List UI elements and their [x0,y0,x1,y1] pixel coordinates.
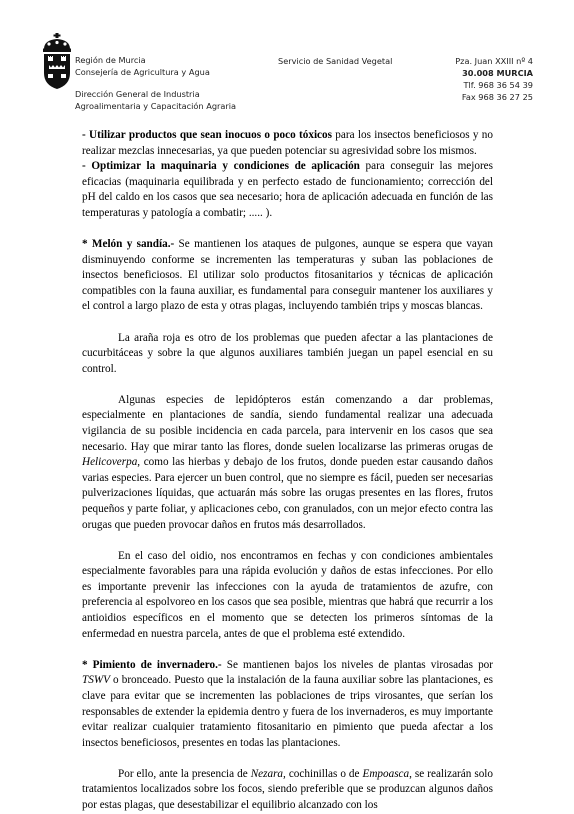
service-name: Servicio de Sanidad Vegetal [278,56,393,66]
paragraph-red-spider: La araña roja es otro de los problemas que pueden afectar a las plantaciones de cucurbitáceas y sobre la que algunos auxiliares también juegan un papel esencial en su control. [82,331,493,375]
phone: Tlf. 968 36 54 39 [463,80,533,90]
city: 30.008 MURCIA [462,68,533,78]
address: Pza. Juan XXIII nº 4 [455,56,533,66]
species-name: Empoasca [362,767,410,780]
issuing-organization [75,54,236,112]
paragraph-pepper: * Pimiento de invernadero.- Se mantienen bajos los niveles de plantas virosadas por TSWV o bronceado. Puesto que la instalación de la fauna auxiliar sobre las plantaciones, es clave para evitar que se incrementen las poblaciones de trips virosantes, que serían los responsables de extender la epidemia dentro y fuera de los invernaderos, es muy importante evitar realizar cualquier tratamiento fitosanitario en pimiento que pueda afectar a los insectos beneficiosos, presentes en todas las plantaciones. [82,658,493,749]
document-body [82,128,493,814]
species-name: Nezara, [250,767,286,780]
fax: Fax 968 36 27 25 [461,92,533,102]
org-region: Región de Murcia [75,55,146,65]
virus-name: TSWV [82,674,110,687]
contact-block [430,55,533,103]
recommendation-heading: - Optimizar la maquinaria y condiciones de aplicación [82,160,360,173]
paragraph-melon-watermelon: * Melón y sandía.- Se mantienen los ataques de pulgones, aunque se espera que vayan disminuyendo conforme se incrementen las temperaturas y suban las poblaciones de insectos beneficiosos. El utilizar solo productos fitosanitarios y técnicas de aplicación compatibles con la fauna auxiliar, es fundamental para conseguir mantener los auxiliares y el control a largo plazo de esta y otras plagas, incluyendo también trips y moscas blancas. [82,238,493,313]
crop-heading: * Pimiento de invernadero.- [82,658,222,671]
org-department: Consejería de Agricultura y Agua [75,67,210,77]
paragraph-inocuous-products: - Utilizar productos que sean inocuos o poco tóxicos para los insectos beneficiosos y no realizar mezclas innecesarias, ya que pueden potenciar su agresividad sobre los mismos. [82,129,493,157]
region-coat-of-arms-logo [40,33,74,91]
org-directorate: Dirección General de Industria [75,89,200,99]
recommendation-heading: - Utilizar productos que sean inocuos o poco tóxicos [82,129,332,141]
crop-heading: * Melón y sandía.- [82,238,175,251]
paragraph-machinery: - Optimizar la maquinaria y condiciones de aplicación para conseguir las mejores eficacias (maquinaria equilibrada y en perfecto estado de funcionamiento; corrección del pH del caldo en los casos que sea necesario; hora de aplicación adecuada en función de las temperaturas y patología a combatir; ..... ). [82,160,493,219]
paragraph-localized-treatments: Por ello, ante la presencia de Nezara, cochinillas o de Empoasca, se realizarán solo tratamientos localizados sobre los focos, siendo preferible que se produzcan algunos daños por estas plagas, que desestabilizar el equilibrio alcanzado con los [82,767,494,811]
org-directorate-cont: Agroalimentaria y Capacitación Agraria [75,101,237,111]
paragraph-lepidoptera: Algunas especies de lepidópteros están comenzando a dar problemas, especialmente en plantaciones de sandía, siendo fundamental realizar una adecuada vigilancia de su posible incidencia en cada parcela, para intervenir en los casos que sea necesario. Hay que mirar tanto las flores, donde suelen localizarse las primeras orugas de Helicoverpa, como las hierbas y debajo de los frutos, donde pueden estar causando daños varias especies. Para ejercer un buen control, que no siempre es fácil, pueden ser necesarias pulverizaciones líquidas, que actuarán más sobre las orugas presentes en las flores, frutos pequeños y parte foliar, y aplicaciones cebo, con granulados, con un mejor efecto contra las orugas que pueden provocar daños en frutos más desarrollados. [82,393,493,531]
species-name: Helicoverpa [82,456,138,469]
paragraph-powdery-mildew: En el caso del oidio, nos encontramos en fechas y con condiciones ambientales especialmente favorables para una rápida evolución y daños de estas infecciones. Por ello es importante prevenir las infecciones con la ayuda de tratamientos de azufre, con preferencia al espolvoreo en los casos que sea posible, mientras que habrá que recurrir a los antioidios específicos en el momento que se detecten los primeros síntomas de la enfermedad en nuestra parcela, antes de que el problema esté extendido. [82,549,493,640]
